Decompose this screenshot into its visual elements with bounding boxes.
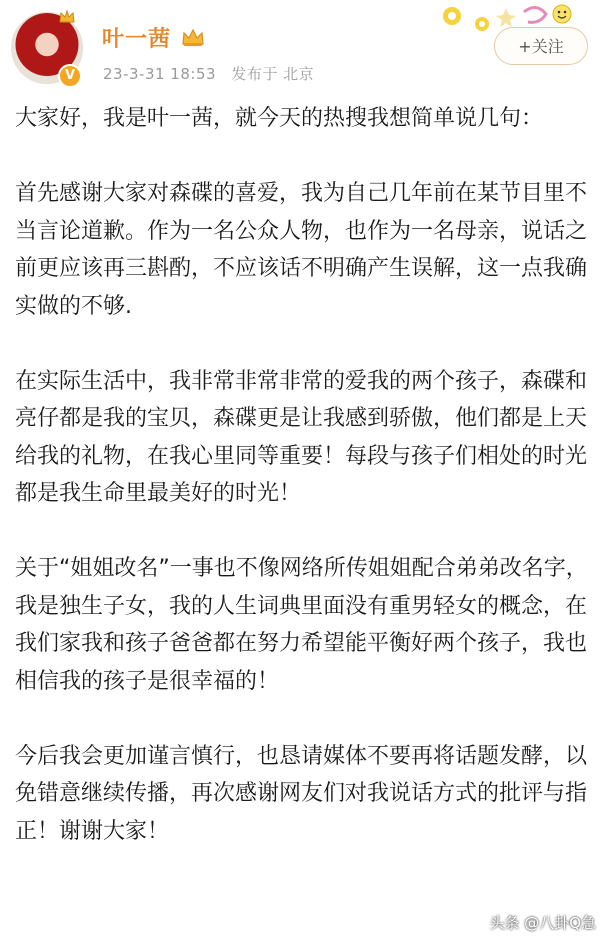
- user-name[interactable]: 叶一茜: [102, 27, 172, 52]
- watermark: 头条 @八卦Q急: [489, 914, 596, 932]
- post-body: [15, 100, 600, 850]
- follow-button[interactable]: +关注: [494, 27, 588, 65]
- post-paragraph: 大家好，我是叶一茜，就今天的热搜我想简单说几句：: [15, 106, 544, 131]
- post-paragraph: 关于“姐姐改名”一事也不像网络所传姐姐配合弟弟改名字，我是独生子女，我的人生词典里面没有重男轻女的概念，在我们家我和孩子爸爸都在努力希望能平衡好两个孩子，我也相信我的孩子是很幸福的！: [15, 556, 588, 694]
- post-meta: [103, 63, 324, 84]
- post-header: [0, 0, 608, 96]
- post-paragraph: 首先感谢大家对森碟的喜爱，我为自己几年前在某节目里不当言论道歉。作为一名公众人物，也作为一名母亲，说话之前更应该再三斟酌，不应该话不明确产生误解，这一点我确实做的不够.: [15, 181, 588, 319]
- post-timestamp: 23-3-31 18:53: [103, 65, 217, 83]
- post-location: 发布于 北京: [231, 65, 315, 83]
- post-paragraph: 在实际生活中，我非常非常非常的爱我的两个孩子，森碟和亮仔都是我的宝贝，森碟更是让我感到骄傲，他们都是上天给我的礼物，在我心里同等重要！每段与孩子们相处的时光都是我生命里最美好的时光！: [15, 368, 588, 506]
- verified-badge-icon: V: [58, 64, 82, 88]
- crown-decoration-icon: [58, 8, 76, 26]
- crown-icon: [180, 26, 206, 48]
- post-paragraph: 今后我会更加谨言慎行，也恳请媒体不要再将话题发酵，以免错意继续传播，再次感谢网友们对我说话方式的批评与指正！谢谢大家！: [15, 743, 588, 844]
